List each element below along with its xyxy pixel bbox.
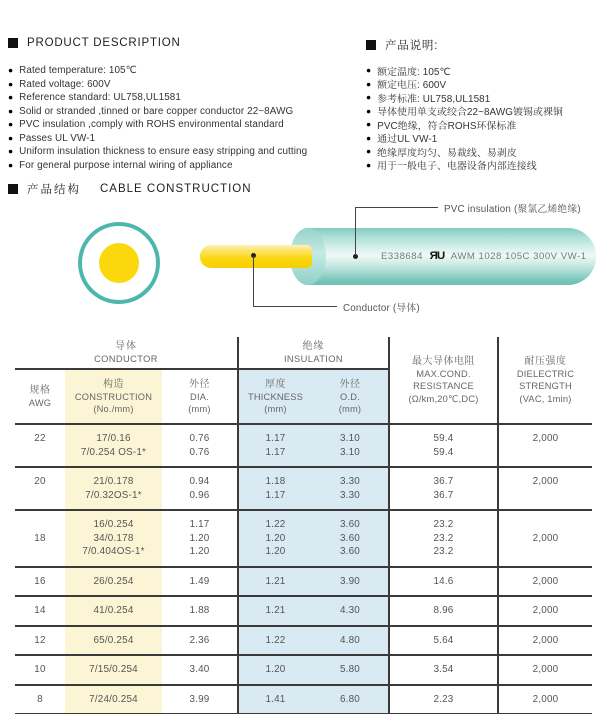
bullet-text: 额定温度: 105℃ — [377, 66, 451, 78]
bullet-item — [366, 145, 563, 159]
bullet-icon: ● — [8, 146, 14, 156]
bullet-icon: ● — [366, 146, 372, 156]
cell-value: 1.18 — [265, 476, 286, 487]
table-header-left — [15, 337, 388, 423]
section-square-icon — [366, 40, 376, 50]
col-header-awg: 规格 AWG — [28, 384, 52, 408]
cell-value: 3.40 — [189, 664, 210, 675]
cell-value: 7/15/0.254 — [89, 664, 138, 675]
section-square-icon — [8, 184, 18, 194]
bullet-item — [8, 105, 307, 119]
group-conductor-cn: 导体 — [115, 341, 137, 352]
cell-value: 0.94 — [189, 476, 210, 487]
cell-value: 6.80 — [339, 693, 361, 705]
cell-value — [544, 518, 547, 532]
cell-resistance — [388, 511, 497, 566]
cell-value: 59.4 — [433, 446, 454, 458]
cell-value: 22 — [34, 433, 46, 444]
col-header-od: 外径 O.D. (mm) — [312, 370, 388, 423]
product-description-list — [8, 64, 307, 172]
cell-value: 3.30 — [339, 476, 361, 487]
bullet-icon: ● — [366, 159, 372, 170]
cell-value: 12 — [34, 634, 46, 646]
section-header-product-description — [8, 37, 181, 49]
cell-value: 26/0.254 — [93, 575, 134, 587]
table-column-header-row — [15, 368, 388, 423]
cell-od — [312, 597, 388, 625]
cell-value: 1.20 — [265, 532, 286, 544]
bullet-text: 额定电压: 600V — [377, 80, 447, 92]
cell-value — [39, 545, 42, 559]
bullet-item — [8, 78, 307, 92]
cell-value: 1.17 — [265, 446, 286, 458]
cell-dielectric — [497, 425, 592, 466]
cable-cert-number: E338684 — [381, 250, 423, 262]
cell-resistance — [388, 686, 497, 714]
cell-value: 3.10 — [339, 433, 361, 444]
cell-value: 3.60 — [339, 546, 361, 557]
bullet-text: 通过UL VW-1 — [377, 134, 438, 146]
group-insulation-en: INSULATION — [283, 354, 344, 364]
cell-value: 0.96 — [189, 489, 210, 501]
bullet-text: Rated voltage: 600V — [19, 78, 111, 90]
cell-value: 2,000 — [532, 532, 559, 544]
cell-od — [312, 468, 388, 509]
spec-table-body — [15, 423, 592, 714]
cell-thickness — [237, 468, 312, 509]
bullet-icon: ● — [8, 105, 14, 116]
bullet-text: 参考标准: UL758,UL1581 — [377, 93, 491, 105]
pvc-insulation-label: PVC insulation (聚氯乙烯绝缘) — [444, 204, 581, 215]
cell-thickness — [237, 425, 312, 466]
cell-value: 1.88 — [189, 605, 210, 616]
cell-value: 1.17 — [265, 433, 286, 444]
cell-value: 4.30 — [339, 605, 361, 616]
cell-value: 17/0.16 — [96, 433, 131, 444]
cell-value: 20 — [34, 476, 46, 487]
cell-construction — [65, 468, 162, 509]
bullet-item — [8, 159, 307, 173]
cell-value: 1.17 — [189, 519, 210, 530]
cell-value — [39, 518, 42, 532]
cell-value: 3.99 — [189, 693, 210, 705]
cell-value: 7/0.254 OS-1* — [80, 446, 147, 458]
cell-dielectric — [497, 597, 592, 625]
cell-dielectric — [497, 568, 592, 596]
cell-value: 41/0.254 — [93, 605, 134, 616]
cell-construction — [65, 686, 162, 714]
table-header — [15, 337, 592, 423]
bullet-icon: ● — [366, 78, 372, 89]
cell-value: 8 — [37, 693, 43, 705]
col-header-construction: 构造 CONSTRUCTION (No./mm) — [65, 370, 162, 423]
bullet-text: PVC绝缘，符合ROHS环保标准 — [377, 120, 517, 132]
cable-spec-text: AWM 1028 105C 300V VW-1 — [450, 250, 587, 262]
table-row — [15, 566, 592, 596]
cell-value — [544, 545, 547, 559]
cable-conductor-rod — [200, 245, 312, 268]
cell-dia — [162, 568, 237, 596]
cell-value: 1.21 — [265, 575, 286, 587]
cross-section-core — [99, 243, 139, 283]
cell-value: 2,000 — [532, 693, 559, 705]
cell-dielectric — [497, 686, 592, 714]
bullet-icon: ● — [366, 132, 372, 143]
group-insulation-cn: 绝缘 — [302, 341, 325, 352]
bullet-icon: ● — [8, 132, 14, 143]
cell-value: 4.80 — [339, 634, 361, 646]
cell-dia — [162, 656, 237, 684]
ul-mark-icon: ЯU — [429, 250, 445, 262]
cell-value: 1.20 — [265, 546, 286, 557]
bullet-icon: ● — [366, 105, 372, 116]
section-title-product-description-cn: 产品说明: — [385, 40, 439, 52]
cell-resistance — [388, 425, 497, 466]
cell-od — [312, 568, 388, 596]
bullet-text: PVC insulation ,comply with ROHS environmental standard — [19, 119, 284, 131]
bullet-item — [366, 105, 563, 119]
bullet-item — [8, 64, 307, 78]
cell-dia — [162, 686, 237, 714]
section-title-cable-construction-cn: 产品结构 — [27, 184, 81, 196]
cell-value: 36.7 — [433, 476, 454, 487]
cell-thickness — [237, 686, 312, 714]
cell-value: 3.60 — [339, 532, 361, 544]
cell-awg — [15, 656, 65, 684]
bullet-item — [8, 91, 307, 105]
cell-dia — [162, 597, 237, 625]
cell-value: 7/0.32OS-1* — [85, 489, 142, 501]
cell-value: 3.10 — [339, 446, 361, 458]
bullet-item — [366, 64, 563, 78]
section-square-icon — [8, 38, 18, 48]
product-description-cn-list — [366, 64, 563, 172]
cell-value: 16 — [34, 575, 46, 587]
cell-value: 10 — [34, 664, 46, 675]
bullet-icon: ● — [366, 92, 372, 102]
conductor-label: Conductor (导体) — [343, 303, 420, 314]
col-header-dielectric: 耐压强度 DIELECTRIC STRENGTH (VAC, 1min) — [497, 337, 592, 423]
bullet-icon: ● — [8, 159, 14, 170]
cell-value — [544, 446, 547, 460]
cell-value: 14 — [34, 605, 46, 616]
cell-value: 18 — [34, 532, 46, 544]
cell-dia — [162, 468, 237, 509]
cell-value: 5.80 — [339, 664, 361, 675]
cell-thickness — [237, 568, 312, 596]
cell-value: 59.4 — [433, 433, 454, 444]
cell-value: 0.76 — [189, 433, 210, 444]
cell-value: 2,000 — [532, 433, 559, 444]
cell-od — [312, 627, 388, 655]
cell-value: 7/0.404OS-1* — [82, 546, 145, 557]
cell-dielectric — [497, 656, 592, 684]
bullet-text: 用于一般电子、电器设备内部连接线 — [377, 161, 537, 173]
cell-value: 2,000 — [532, 605, 559, 616]
bullet-icon: ● — [8, 78, 14, 89]
bullet-text: For general purpose internal wiring of appliance — [19, 159, 233, 171]
col-header-thickness: 厚度 THICKNESS (mm) — [237, 370, 312, 423]
pvc-leader-vline — [355, 207, 356, 255]
bullet-text: Rated temperature: 105℃ — [19, 65, 137, 77]
cell-value: 21/0.178 — [93, 476, 134, 487]
cell-value — [39, 489, 42, 503]
cell-resistance — [388, 468, 497, 509]
cell-value: 2.36 — [189, 634, 210, 646]
bullet-item — [366, 132, 563, 146]
bullet-text: 绝缘厚度均匀、易裁线、易剥皮 — [377, 147, 517, 159]
conductor-leader-hline — [253, 306, 337, 307]
cell-value: 7/24/0.254 — [89, 693, 138, 705]
cell-value: 2,000 — [532, 634, 559, 646]
section-title-product-description: PRODUCT DESCRIPTION — [27, 37, 181, 49]
bullet-text: Passes UL VW-1 — [19, 132, 96, 144]
cell-awg — [15, 568, 65, 596]
cell-value: 8.96 — [433, 605, 454, 616]
cell-value: 3.90 — [339, 575, 361, 587]
bullet-text: Solid or stranded ,tinned or bare copper conductor 22~8AWG — [19, 105, 294, 117]
cell-dia — [162, 627, 237, 655]
cell-value: 2,000 — [532, 476, 559, 487]
bullet-item — [366, 91, 563, 105]
cell-od — [312, 511, 388, 566]
cell-value: 3.54 — [433, 664, 454, 675]
table-row — [15, 684, 592, 714]
cell-od — [312, 686, 388, 714]
cell-resistance — [388, 656, 497, 684]
group-conductor — [15, 337, 237, 368]
bullet-item — [8, 145, 307, 159]
cell-resistance — [388, 568, 497, 596]
cell-awg — [15, 627, 65, 655]
bullet-text: Reference standard: UL758,UL1581 — [19, 92, 181, 104]
cable-print-text — [381, 250, 587, 262]
bullet-item — [366, 118, 563, 132]
cell-resistance — [388, 627, 497, 655]
cell-value: 1.20 — [189, 546, 210, 557]
col-header-resistance: 最大导体电阻 MAX.COND. RESISTANCE (Ω/km,20℃,DC) — [388, 337, 497, 423]
cell-awg — [15, 597, 65, 625]
cell-value: 1.22 — [265, 634, 286, 646]
cell-value — [544, 489, 547, 503]
cell-dia — [162, 425, 237, 466]
cell-value: 3.60 — [339, 519, 361, 530]
cell-resistance — [388, 597, 497, 625]
cell-construction — [65, 568, 162, 596]
cell-dielectric — [497, 511, 592, 566]
cell-value: 2,000 — [532, 575, 559, 587]
cell-dielectric — [497, 468, 592, 509]
section-header-product-description-cn — [366, 37, 438, 53]
spec-table — [15, 337, 592, 714]
cell-thickness — [237, 597, 312, 625]
bullet-icon: ● — [8, 92, 14, 102]
cell-construction — [65, 425, 162, 466]
cell-awg — [15, 425, 65, 466]
bullet-text: 导体使用单支或绞合22~8AWG镀锡或裸铜 — [377, 107, 563, 119]
cell-awg — [15, 686, 65, 714]
cross-section-diagram — [78, 222, 160, 304]
cell-dia — [162, 511, 237, 566]
group-insulation — [237, 337, 388, 368]
cell-value: 3.30 — [339, 489, 361, 501]
conductor-leader-vline — [253, 256, 254, 306]
cell-construction — [65, 597, 162, 625]
cell-value: 1.20 — [265, 664, 286, 675]
table-row — [15, 509, 592, 566]
cell-value: 5.64 — [433, 634, 454, 646]
table-group-row — [15, 337, 388, 368]
pvc-leader-hline — [355, 207, 438, 208]
section-title-cable-construction-en: CABLE CONSTRUCTION — [100, 183, 252, 195]
bullet-icon: ● — [366, 119, 372, 129]
cell-value: 1.22 — [265, 519, 286, 530]
table-row — [15, 654, 592, 684]
section-header-cable-construction — [8, 181, 252, 197]
table-row — [15, 625, 592, 655]
bullet-icon: ● — [8, 119, 14, 129]
cell-value: 65/0.254 — [93, 634, 134, 646]
bullet-item — [366, 78, 563, 92]
cell-value: 1.49 — [189, 575, 210, 587]
cell-value — [39, 446, 42, 460]
cell-construction — [65, 627, 162, 655]
cell-construction — [65, 656, 162, 684]
bullet-item — [366, 159, 563, 173]
cell-value: 1.20 — [189, 532, 210, 544]
cell-thickness — [237, 656, 312, 684]
cell-value: 2.23 — [433, 693, 454, 705]
table-row — [15, 466, 592, 509]
cell-value: 34/0.178 — [93, 532, 134, 544]
group-conductor-en: CONDUCTOR — [94, 354, 158, 364]
cell-value: 16/0.254 — [93, 519, 134, 530]
col-header-dia: 外径 DIA. (mm) — [188, 378, 211, 414]
cell-value: 36.7 — [433, 489, 454, 501]
cell-od — [312, 656, 388, 684]
cell-value: 1.17 — [265, 489, 286, 501]
cell-value: 23.2 — [433, 546, 454, 557]
cell-dielectric — [497, 627, 592, 655]
cell-value: 1.21 — [265, 605, 286, 616]
bullet-icon: ● — [8, 65, 14, 75]
cell-od — [312, 425, 388, 466]
cell-awg — [15, 511, 65, 566]
cell-construction — [65, 511, 162, 566]
bullet-text: Uniform insulation thickness to ensure easy stripping and cutting — [19, 146, 308, 158]
cell-value: 23.2 — [433, 519, 454, 530]
bullet-item — [8, 132, 307, 146]
table-row — [15, 595, 592, 625]
cell-value: 23.2 — [433, 532, 454, 544]
cell-thickness — [237, 511, 312, 566]
cell-awg — [15, 468, 65, 509]
cell-value: 2,000 — [532, 664, 559, 675]
table-row — [15, 423, 592, 466]
cell-value: 0.76 — [189, 446, 210, 458]
cell-thickness — [237, 627, 312, 655]
bullet-item — [8, 118, 307, 132]
cell-value: 14.6 — [433, 575, 454, 587]
cell-value: 1.41 — [265, 693, 286, 705]
bullet-icon: ● — [366, 65, 372, 75]
